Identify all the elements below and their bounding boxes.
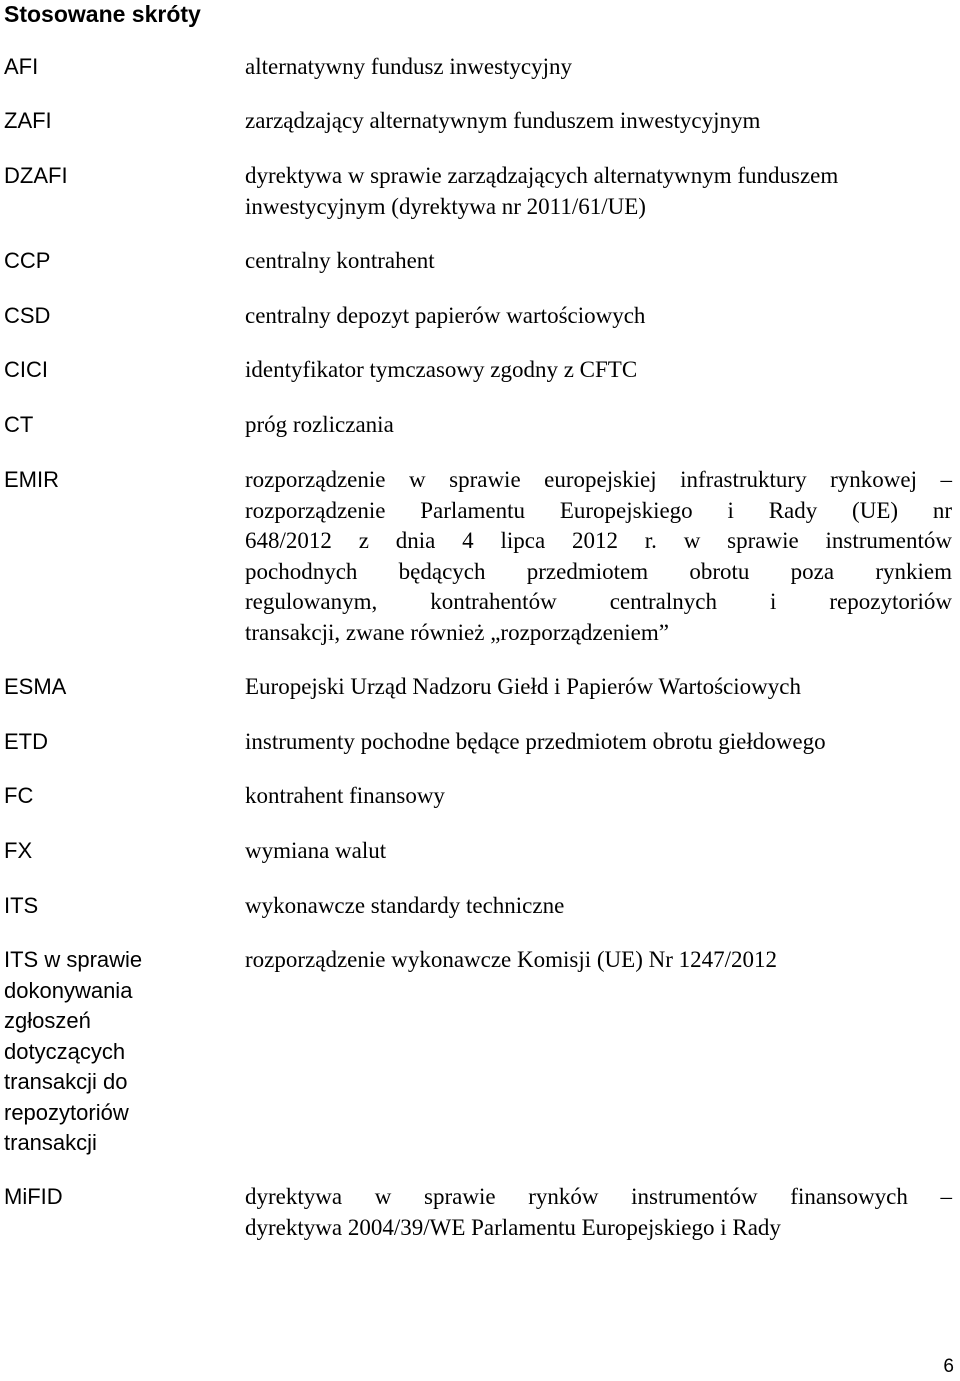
definition-line: rozporządzenie w sprawie europejskiej infrastruktury rynkowej – <box>245 467 952 492</box>
definition-line: rozporządzenie Parlamentu Europejskiego i Rady (UE) nr <box>245 497 952 523</box>
abbreviation-term: CSD <box>4 303 51 328</box>
term-line: dotyczących <box>4 1038 126 1064</box>
abbreviation-term: ITS <box>4 893 39 918</box>
term-line: zgłoszeń <box>4 1008 91 1033</box>
abbreviation-term <box>4 945 179 1159</box>
abbreviation-definition <box>245 1182 952 1243</box>
abbreviation-term: ZAFI <box>4 108 52 133</box>
definition-line: dyrektywa 2004/39/WE Parlamentu Europejskiego i Rady <box>245 1214 781 1240</box>
abbreviation-definition: wymiana walut <box>245 838 387 863</box>
definition-line: regulowanym, kontrahentów centralnych i repozytoriów <box>245 589 952 614</box>
abbreviation-definition: instrumenty pochodne będące przedmiotem obrotu giełdowego <box>245 729 826 754</box>
term-line: repozytoriów <box>4 1099 129 1125</box>
abbreviation-term: AFI <box>4 54 39 79</box>
definition-line: dyrektywa w sprawie rynków instrumentów finansowych – <box>245 1184 952 1209</box>
page-number: 6 <box>943 1356 954 1377</box>
abbreviation-definition: rozporządzenie wykonawcze Komisji (UE) Nr 1247/2012 <box>245 947 778 972</box>
abbreviation-definition: centralny kontrahent <box>245 248 435 273</box>
definition-line: pochodnych będących przedmiotem obrotu poza rynkiem <box>245 558 952 584</box>
abbreviation-definition: identyfikator tymczasowy zgodny z CFTC <box>245 357 638 382</box>
abbreviation-definition: próg rozliczania <box>245 412 394 437</box>
abbreviation-term: CCP <box>4 248 51 273</box>
abbreviation-term: ESMA <box>4 674 67 699</box>
abbreviation-term: EMIR <box>4 467 59 492</box>
abbreviation-term: MiFID <box>4 1184 63 1209</box>
definition-line: 648/2012 z dnia 4 lipca 2012 r. w sprawie instrumentów <box>245 528 952 553</box>
definition-line: transakcji, zwane również „rozporządzeniem” <box>245 619 669 645</box>
definition-line: dyrektywa w sprawie zarządzających alternatywnym funduszem <box>245 163 839 188</box>
abbreviation-term: FX <box>4 838 33 863</box>
abbreviation-definition: Europejski Urząd Nadzoru Giełd i Papierów Wartościowych <box>245 674 801 699</box>
term-line: dokonywania <box>4 977 133 1003</box>
definition-line: inwestycyjnym (dyrektywa nr 2011/61/UE) <box>245 193 646 219</box>
abbreviation-definition: centralny depozyt papierów wartościowych <box>245 303 646 328</box>
abbreviation-definition <box>245 465 952 648</box>
abbreviation-term: ETD <box>4 729 48 754</box>
abbreviation-term: DZAFI <box>4 163 68 188</box>
abbreviation-definition: kontrahent finansowy <box>245 783 445 808</box>
term-line: transakcji do <box>4 1069 128 1094</box>
abbreviation-definition: zarządzający alternatywnym funduszem inwestycyjnym <box>245 108 761 133</box>
abbreviation-definition <box>245 161 952 222</box>
abbreviation-term: FC <box>4 783 34 808</box>
abbreviation-term: CT <box>4 412 34 437</box>
term-line: ITS w sprawie <box>4 947 143 972</box>
abbreviation-definition: wykonawcze standardy techniczne <box>245 893 565 918</box>
term-line: transakcji <box>4 1130 97 1155</box>
abbreviation-definition: alternatywny fundusz inwestycyjny <box>245 54 573 79</box>
page-title: Stosowane skróty <box>4 1 201 27</box>
abbreviation-term: CICI <box>4 357 48 382</box>
